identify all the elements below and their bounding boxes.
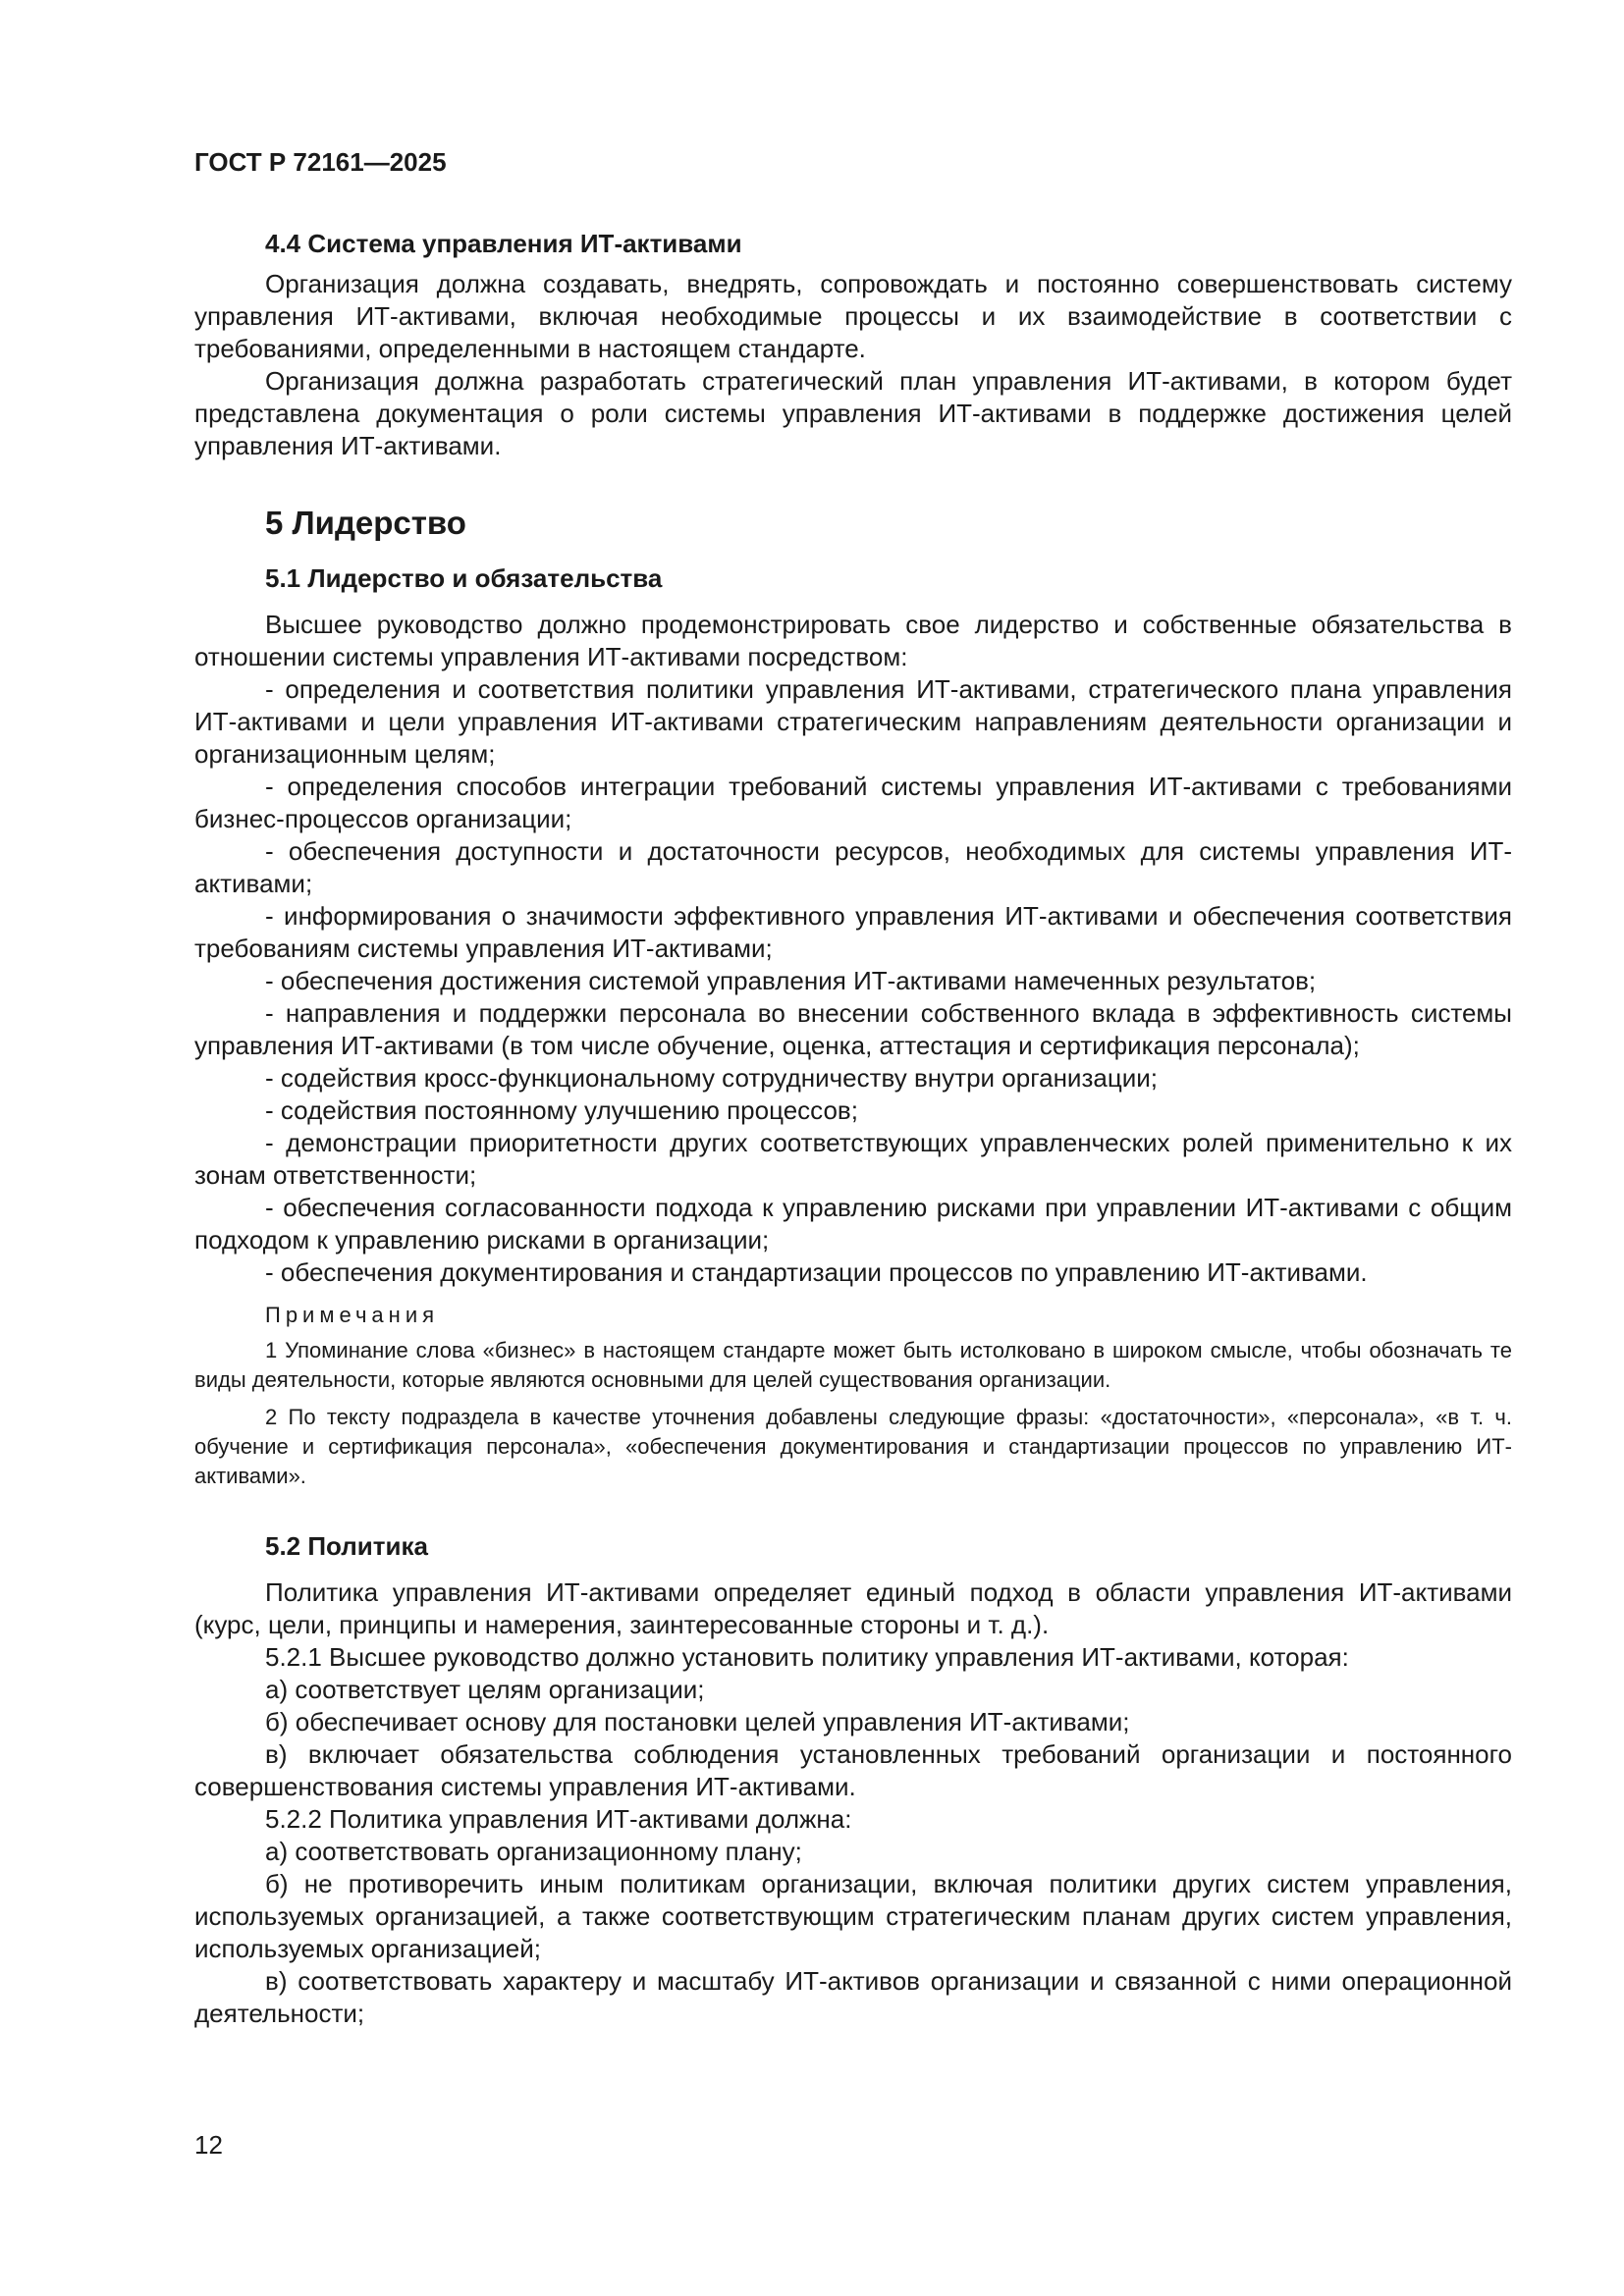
page-number: 12 <box>194 2130 223 2160</box>
list-item: - содействия постоянному улучшению процессов; <box>265 1095 858 1125</box>
list-item: б) обеспечивает основу для постановки целей управления ИТ-активами; <box>265 1707 1130 1736</box>
section-5-2-heading: 5.2 Политика <box>265 1531 428 1561</box>
list-item: - обеспечения доступности и достаточности ресурсов, необходимых для системы управления ИТ-активами; <box>194 836 1512 898</box>
list-item: - направления и поддержки персонала во внесении собственного вклада в эффективность системы управления ИТ-активами (в том числе обучение, оценка, аттестация и сертификация персонала); <box>194 998 1512 1060</box>
list-item: - информирования о значимости эффективного управления ИТ-активами и обеспечения соответствия требованиям системы управления ИТ-активами; <box>194 901 1512 963</box>
list-item: - обеспечения согласованности подхода к управлению рисками при управлении ИТ-активами с общим подходом к управлению рисками в организации; <box>194 1193 1512 1255</box>
page-body <box>194 0 1512 2030</box>
document-code: ГОСТ Р 72161—2025 <box>194 147 447 177</box>
list-item: в) включает обязательства соблюдения установленных требований организации и постоянного совершенствования системы управления ИТ-активами. <box>194 1739 1512 1801</box>
note: 2 По тексту подраздела в качестве уточнения добавлены следующие фразы: «достаточности», «персонала», «в т. ч. обучение и сертификация персонала», «обеспечения документирования и стандартизации процессов по управлению ИТ-активами». <box>194 1405 1512 1488</box>
paragraph: 5.2.2 Политика управления ИТ-активами должна: <box>265 1804 852 1834</box>
list-item: - определения и соответствия политики управления ИТ-активами, стратегического плана управления ИТ-активами и цели управления ИТ-активами стратегическим направлениям деятельности организации и организационным целям; <box>194 674 1512 769</box>
section-5-heading: 5 Лидерство <box>265 505 466 541</box>
list-item: в) соответствовать характеру и масштабу ИТ-активов организации и связанной с ними операционной деятельности; <box>194 1966 1512 2028</box>
notes-title: Примечания <box>265 1303 440 1327</box>
note: 1 Упоминание слова «бизнес» в настоящем стандарте может быть истолковано в широком смысле, чтобы обозначать те виды деятельности, которые являются основными для целей существования организации. <box>194 1338 1512 1392</box>
paragraph: Политика управления ИТ-активами определяет единый подход в области управления ИТ-активами (курс, цели, принципы и намерения, заинтересованные стороны и т. д.). <box>194 1577 1512 1639</box>
paragraph: Организация должна разработать стратегический план управления ИТ-активами, в котором будет представлена документация о роли системы управления ИТ-активами в поддержке достижения целей управления ИТ-активами. <box>194 366 1512 460</box>
list-item: - определения способов интеграции требований системы управления ИТ-активами с требованиями бизнес-процессов организации; <box>194 772 1512 833</box>
section-5-1-heading: 5.1 Лидерство и обязательства <box>265 563 663 593</box>
paragraph: Организация должна создавать, внедрять, сопровождать и постоянно совершенствовать систему управления ИТ-активами, включая необходимые процессы и их взаимодействие в соответствии с требованиями, определенными в настоящем стандарте. <box>194 269 1512 363</box>
list-item: - содействия кросс-функциональному сотрудничеству внутри организации; <box>265 1063 1158 1093</box>
list-item: - обеспечения достижения системой управления ИТ-активами намеченных результатов; <box>265 966 1317 995</box>
list-item: - демонстрации приоритетности других соответствующих управленческих ролей применительно к их зонам ответственности; <box>194 1128 1512 1190</box>
list-item: - обеспечения документирования и стандартизации процессов по управлению ИТ-активами. <box>265 1257 1368 1287</box>
section-4-4-heading: 4.4 Система управления ИТ-активами <box>265 229 742 258</box>
list-item: б) не противоречить иным политикам организации, включая политики других систем управления, используемых организацией, а также соответствующим стратегическим планам других систем управления, используемых организацией; <box>194 1869 1512 1963</box>
list-item: а) соответствует целям организации; <box>265 1675 705 1704</box>
list-item: а) соответствовать организационному плану; <box>265 1837 802 1866</box>
paragraph: Высшее руководство должно продемонстрировать свое лидерство и собственные обязательства в отношении системы управления ИТ-активами посредством: <box>194 610 1512 671</box>
paragraph: 5.2.1 Высшее руководство должно установить политику управления ИТ-активами, которая: <box>265 1642 1349 1672</box>
